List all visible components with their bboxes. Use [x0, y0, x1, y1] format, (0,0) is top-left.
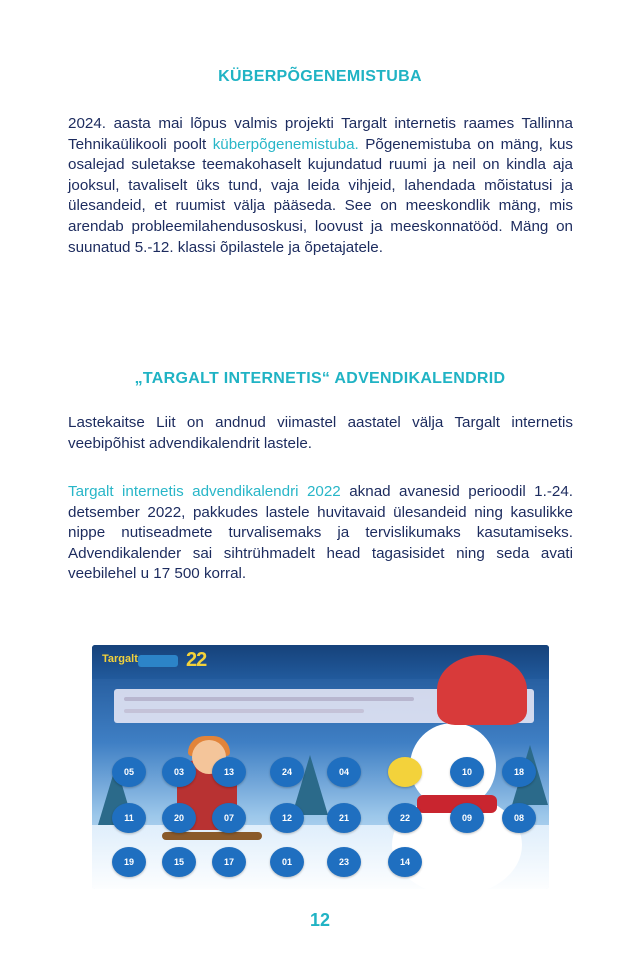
page-number: 12	[309, 910, 331, 930]
sled-board	[162, 832, 262, 840]
advent-calendar-2022-link[interactable]: Targalt internetis advendikalendri 2022	[68, 483, 341, 500]
escape-room-link[interactable]: küberpõgenemistuba.	[212, 135, 359, 153]
calendar-day-window[interactable]: 07	[212, 803, 246, 833]
calendar-day-window[interactable]: 01	[270, 847, 304, 877]
calendar-day-window[interactable]: 04	[327, 757, 361, 787]
calendar-day-window[interactable]: 08	[502, 803, 536, 833]
snowman-hat	[437, 655, 527, 725]
calendar-logo-badge	[138, 655, 178, 667]
calendar-day-window[interactable]: 21	[327, 803, 361, 833]
banner-text-line	[124, 709, 364, 713]
advent-2022-text: aknad avanesid perioodil 1.-24. detsember 2022, pakkudes lastele huvitavaid ülesandeid ning kasulikke nippe nutiseadmete turvalisemaks ja tervislikumaks kasutamiseks. Advendikalender sai sihtrühmadelt head tagasisidet ning seda avati veebilehel u 17 500 korral.	[68, 483, 573, 583]
calendar-day-window[interactable]: 03	[162, 757, 196, 787]
calendar-day-window[interactable]: 17	[212, 847, 246, 877]
calendar-logo: Targalt	[102, 653, 138, 665]
banner-text-line	[124, 697, 414, 701]
calendar-day-window[interactable]: 20	[162, 803, 196, 833]
escape-room-paragraph	[68, 114, 573, 258]
calendar-day-window[interactable]: 18	[502, 757, 536, 787]
calendar-day-window[interactable]: 15	[162, 847, 196, 877]
calendar-day-window[interactable]: 23	[327, 847, 361, 877]
calendar-day-window[interactable]: 14	[388, 847, 422, 877]
calendar-day-window[interactable]: 05	[112, 757, 146, 787]
calendar-day-window[interactable]: 13	[212, 757, 246, 787]
escape-room-text-body: Põgenemistuba on mäng, kus osalejad suletakse teemakohaselt kujundatud ruumi ja neil on kindla aja jooksul, tavaliselt üks tund, vaja leida vihjeid, lahendada mõistatusi ja ülesandeid, et ruumist välja pääseda. See on meeskondlik mäng, mis arendab probleemilahendusoskusi, loovust ja meeskonnatööd. Mäng on suunatud 5.-12. klassi õpilastele ja õpetajatele.	[68, 135, 573, 256]
advent-2022-paragraph	[68, 482, 573, 585]
calendar-day-window[interactable]: 09	[450, 803, 484, 833]
calendar-year: 22	[186, 649, 207, 671]
calendar-day-window[interactable]: 22	[388, 803, 422, 833]
calendar-day-window[interactable]: 24	[270, 757, 304, 787]
calendar-day-window[interactable]: 10	[450, 757, 484, 787]
section-heading-advent-calendars: „TARGALT INTERNETIS“ ADVENDIKALENDRID	[134, 370, 506, 387]
calendar-day-window[interactable]: 19	[112, 847, 146, 877]
section-heading-escape-room: KÜBERPÕGENEMISTUBA	[218, 68, 422, 85]
calendar-day-window[interactable]	[388, 757, 422, 787]
advent-calendar-image	[92, 645, 549, 889]
advent-intro-paragraph: Lastekaitse Liit on andnud viimastel aastatel välja Targalt internetis veebipõhist advendikalendrit lastele.	[68, 414, 573, 452]
calendar-day-window[interactable]: 12	[270, 803, 304, 833]
escape-room-text-intro: 2024. aasta mai lõpus valmis projekti Targalt internetis raames Tallinna Tehnikaülikooli poolt	[68, 115, 573, 153]
calendar-day-window[interactable]: 11	[112, 803, 146, 833]
